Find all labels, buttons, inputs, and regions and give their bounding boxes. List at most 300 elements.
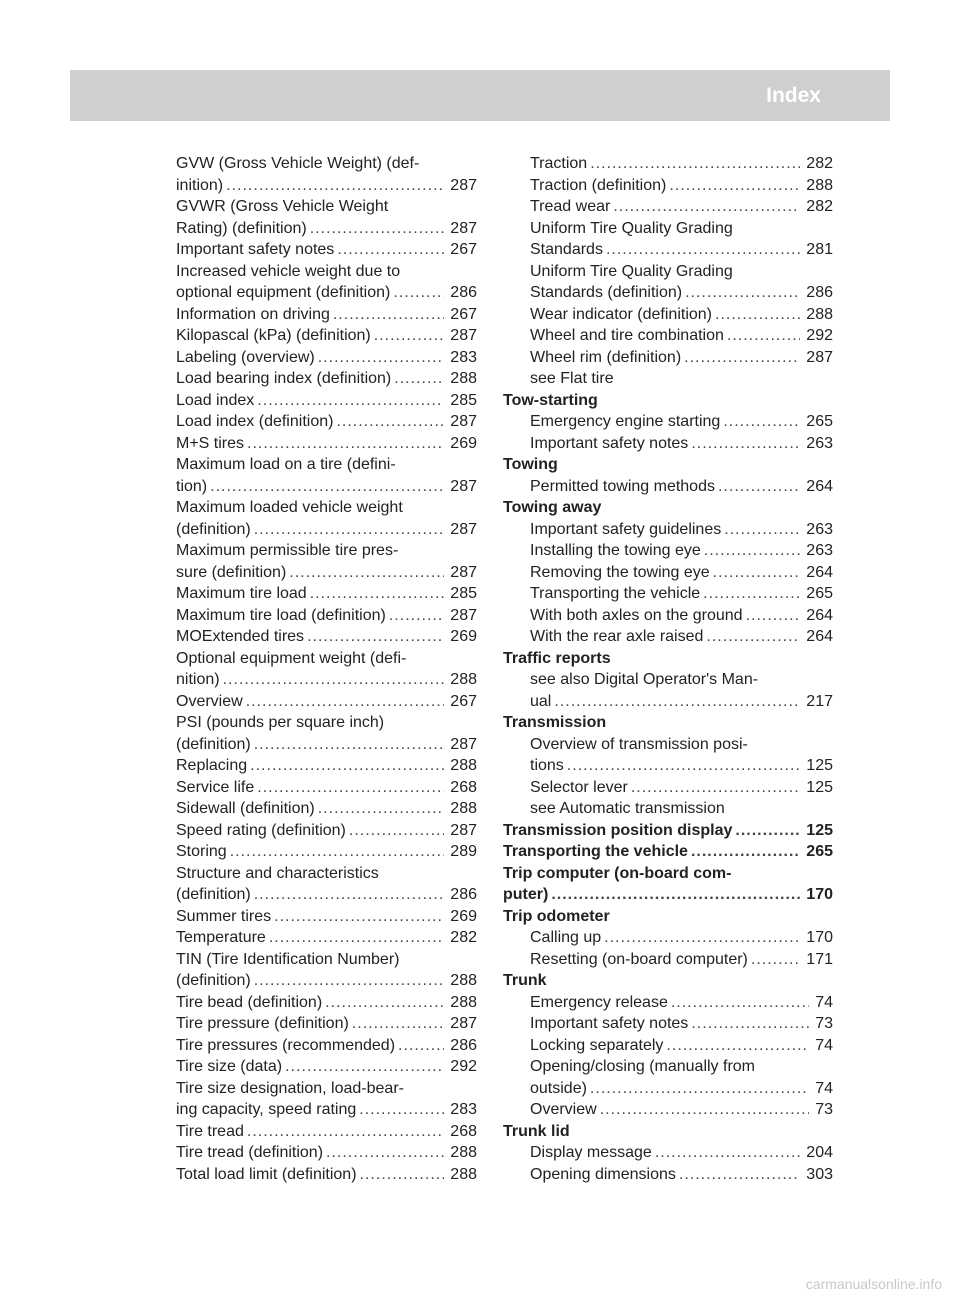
dot-leader [718,476,800,498]
index-entry [503,1035,833,1057]
index-entry-page: 288 [450,370,477,387]
index-entry-text: see Flat tire [530,370,614,387]
index-entry [176,368,477,390]
dot-leader [337,239,444,261]
index-entry-page: 287 [450,1015,477,1032]
index-entry-page: 286 [450,284,477,301]
index-entry [503,433,833,455]
index-entry [176,282,477,304]
index-entry [503,884,833,906]
dot-leader [567,755,801,777]
index-entry-text: Load bearing index (definition) [176,370,392,387]
index-entry [503,820,833,842]
index-entry-text: Transmission [503,714,607,731]
index-entry-page: 287 [450,176,477,194]
index-entry-page: 73 [815,1015,833,1032]
index-entry-page: 288 [450,972,477,989]
index-entry-text: see also Digital Operator's Man- [530,671,759,688]
index-entry-text: Display message [530,1144,652,1161]
index-entry-page: 265 [806,413,833,430]
index-entry-text: Temperature [176,929,266,946]
index-entry [176,691,477,713]
index-entry-page: 286 [450,1036,477,1054]
index-entry-text: Trip computer (on-board com- [503,864,732,882]
dot-leader [254,884,445,906]
index-entry-text: nition) [176,671,220,688]
index-entry-page: 269 [450,434,477,452]
index-entry [176,841,477,863]
index-entry-page: 282 [450,929,477,946]
dot-leader [691,841,800,863]
index-entry-text: Opening dimensions [530,1165,676,1183]
index-entry [503,992,833,1014]
index-entry-text: tion) [176,477,208,495]
index-entry-page: 217 [806,692,833,710]
dot-leader [691,433,800,455]
dot-leader [724,519,800,541]
index-entry-text: TIN (Tire Identification Number) [176,950,400,968]
index-entry-text: Tow-starting [503,391,598,409]
header-bar [70,70,940,121]
index-entry-text: Rating) (definition) [176,219,307,237]
index-column-left [176,153,477,1185]
index-entry-text: Overview [530,1101,597,1118]
index-entry [176,798,477,820]
index-entry [503,1013,833,1035]
index-entry [503,863,833,885]
index-entry [503,304,833,326]
index-entry-page: 264 [806,563,833,581]
dot-leader [706,626,800,648]
index-entry-page: 287 [450,477,477,495]
index-entry-text: Tire tread [176,1122,244,1140]
index-entry-text: Opening/closing (manually from [530,1058,755,1075]
index-entry-text: With the rear axle raised [530,628,704,645]
index-entry [503,777,833,799]
index-entry [176,583,477,605]
dot-leader [590,1078,809,1100]
index-entry [176,1035,477,1057]
index-entry-page: 285 [450,391,477,409]
index-entry-text: Emergency release [530,993,668,1011]
index-entry-text: MOExtended tires [176,628,305,645]
index-entry-text: sure (definition) [176,563,287,581]
dot-leader [684,347,800,369]
dot-leader [679,1164,800,1186]
dot-leader [285,1056,444,1078]
index-entry-text: Removing the towing eye [530,563,710,581]
index-entry [503,261,833,283]
index-entry [503,325,833,347]
index-entry-text: Maximum loaded vehicle weight [176,499,403,516]
index-entry-text: Speed rating (definition) [176,821,346,839]
index-entry-text: optional equipment (definition) [176,284,391,301]
index-entry [176,519,477,541]
index-entry-text: Replacing [176,757,248,774]
index-entry-page: 263 [806,542,833,559]
index-entry-text: see Automatic transmission [530,800,725,817]
index-entry-page: 264 [806,606,833,624]
dot-leader [704,540,801,562]
index-entry-page: 263 [806,520,833,538]
index-entry-text: PSI (pounds per square inch) [176,714,385,731]
index-entry-page: 283 [450,348,477,366]
index-entry [503,605,833,627]
index-entry-page: 287 [806,348,833,366]
index-entry [176,906,477,928]
index-entry-text: With both axles on the ground [530,606,743,624]
index-entry-text: Important safety notes [530,1015,689,1032]
index-entry [176,820,477,842]
index-entry [503,798,833,820]
index-entry-page: 287 [450,520,477,538]
dot-leader [250,755,444,777]
index-entry-text: Information on driving [176,305,330,323]
index-entry-text: Load index (definition) [176,413,334,430]
index-entry-text: tions [530,757,564,774]
index-entry-text: Installing the towing eye [530,542,701,559]
index-entry-page: 125 [806,757,833,774]
index-entry [503,734,833,756]
index-entry [503,562,833,584]
index-entry-text: Tire pressure (definition) [176,1015,349,1032]
index-entry-page: 268 [450,1122,477,1140]
index-entry [503,1142,833,1164]
index-entry [176,411,477,433]
index-entry [176,476,477,498]
index-entry [176,304,477,326]
index-entry [503,1056,833,1078]
index-entry [176,949,477,971]
index-entry-text: Summer tires [176,907,272,925]
index-entry-page: 285 [450,585,477,602]
index-entry [176,196,477,218]
index-entry-text: Maximum load on a tire (defini- [176,456,396,473]
dot-leader [393,282,444,304]
index-entry [176,1013,477,1035]
index-entry-text: GVW (Gross Vehicle Weight) (def- [176,155,420,172]
index-entry [176,1078,477,1100]
dot-leader [310,583,445,605]
dot-leader [254,734,445,756]
index-entry-page: 287 [450,413,477,430]
dot-leader [590,153,800,175]
index-entry [176,1056,477,1078]
dot-leader [274,906,444,928]
index-entry [176,992,477,1014]
index-entry-page: 170 [806,929,833,946]
index-entry [503,519,833,541]
dot-leader [374,325,445,347]
index-entry [503,712,833,734]
index-entry-page: 282 [806,155,833,172]
index-entry [176,605,477,627]
dot-leader [600,1099,810,1121]
index-entry [503,368,833,390]
index-entry [503,1121,833,1143]
dot-leader [223,669,445,691]
index-entry-page: 282 [806,198,833,215]
index-entry [176,540,477,562]
index-entry-text: GVWR (Gross Vehicle Weight [176,198,389,215]
index-entry-page: 288 [450,1165,477,1183]
index-entry-text: Emergency engine starting [530,413,721,430]
dot-leader [551,884,800,906]
dot-leader [318,347,445,369]
index-entry-page: 287 [450,327,477,344]
index-entry-text: Optional equipment weight (defi- [176,649,407,667]
dot-leader [226,175,444,197]
index-entry [176,153,477,175]
index-entry [503,175,833,197]
index-entry-text: Tire bead (definition) [176,993,323,1011]
index-entry-page: 286 [450,886,477,903]
index-entry-text: Permitted towing methods [530,477,715,495]
index-entry-text: Important safety guidelines [530,520,722,538]
index-entry-text: Tread wear [530,198,611,215]
index-entry [176,863,477,885]
index-entry-page: 287 [450,219,477,237]
dot-leader [727,325,800,347]
dot-leader [703,583,800,605]
dot-leader [685,282,800,304]
index-entry-page: 281 [806,241,833,258]
dot-leader [723,411,800,433]
index-entry-text: Sidewall (definition) [176,800,315,817]
watermark: carmanualsonline.info [805,1276,942,1292]
index-entry-page: 288 [450,993,477,1011]
index-entry-text: outside) [530,1079,587,1097]
dot-leader [606,239,800,261]
dot-leader [352,1013,444,1035]
index-entry-text: (definition) [176,972,251,989]
dot-leader [669,175,800,197]
index-entry-page: 265 [806,843,833,860]
index-entry [176,562,477,584]
page-number: 19 [921,86,940,105]
index-entry-text: Towing [503,456,558,473]
index-entry-page: 283 [450,1101,477,1118]
index-entry-text: (definition) [176,520,251,538]
index-entry-page: 74 [815,993,833,1011]
index-entry [176,454,477,476]
index-entry [176,669,477,691]
index-entry-page: 288 [450,800,477,817]
dot-leader [398,1035,444,1057]
index-entry-text: Tire size designation, load-bear- [176,1079,404,1097]
dot-leader [554,691,800,713]
dot-leader [751,949,800,971]
dot-leader [257,777,444,799]
index-entry-text: Total load limit (definition) [176,1165,357,1183]
index-entry-text: Maximum tire load (definition) [176,606,386,624]
index-entry-page: 268 [450,778,477,796]
index-entry-text: Wheel and tire combination [530,327,724,344]
dot-leader [715,304,800,326]
index-entry [176,884,477,906]
dot-leader [254,970,445,992]
dot-leader [631,777,800,799]
index-entry [176,927,477,949]
index-entry-text: Trunk [503,972,547,989]
dot-leader [666,1035,809,1057]
dot-leader [310,218,445,240]
index-entry [503,1078,833,1100]
index-entry-text: ual [530,692,552,710]
dot-leader [691,1013,809,1035]
index-entry [503,153,833,175]
index-entry-page: 267 [450,241,477,258]
dot-leader [246,691,445,713]
index-entry-text: Increased vehicle weight due to [176,262,401,280]
index-entry-text: Overview of transmission posi- [530,735,748,753]
index-entry-text: Wear indicator (definition) [530,305,713,323]
index-entry [503,906,833,928]
index-entry-text: Important safety notes [176,241,335,258]
index-entry-text: Resetting (on-board computer) [530,950,748,968]
dot-leader [307,626,444,648]
index-entry-text: Transmission position display [503,821,733,839]
index-entry [503,218,833,240]
index-entry [503,540,833,562]
index-entry-page: 171 [806,950,833,968]
dot-leader [336,411,444,433]
header-divider [901,70,905,121]
index-entry-page: 74 [815,1036,833,1054]
index-entry-text: Uniform Tire Quality Grading [530,262,733,280]
dot-leader [746,605,801,627]
index-entry-page: 74 [815,1079,833,1097]
index-entry-page: 288 [806,305,833,323]
index-entry-page: 287 [450,563,477,581]
index-entry [503,1099,833,1121]
index-entry-page: 288 [806,176,833,194]
index-entry-page: 170 [806,886,833,903]
index-entry [503,282,833,304]
index-entry [503,648,833,670]
index-entry-text: inition) [176,176,224,194]
index-entry-text: Traction (definition) [530,176,667,194]
section-title: Index [766,84,821,107]
index-entry-text: Tire size (data) [176,1058,283,1075]
index-entry-page: 287 [450,735,477,753]
index-entry-text: Traffic reports [503,649,611,667]
index-entry [176,777,477,799]
index-entry-text: (definition) [176,886,251,903]
index-entry-page: 303 [806,1165,833,1183]
dot-leader [349,820,444,842]
index-entry-page: 204 [806,1144,833,1161]
dot-leader [247,433,444,455]
index-entry-text: Maximum permissible tire pres- [176,542,399,559]
dot-leader [325,992,444,1014]
index-entry-page: 289 [450,843,477,860]
index-entry-text: Locking separately [530,1036,664,1054]
index-entry [503,347,833,369]
dot-leader [326,1142,444,1164]
index-entry [503,411,833,433]
index-entry-page: 267 [450,692,477,710]
index-entry [503,691,833,713]
index-entry-page: 286 [806,284,833,301]
index-entry [503,476,833,498]
index-entry [176,1121,477,1143]
index-entry-text: ing capacity, speed rating [176,1101,357,1118]
dot-leader [210,476,444,498]
index-entry [176,734,477,756]
index-entry-text: Important safety notes [530,434,689,452]
index-entry [176,1099,477,1121]
index-entry-text: puter) [503,886,549,903]
index-entry [503,239,833,261]
index-entry-text: Overview [176,692,243,710]
index-entry-page: 287 [450,821,477,839]
index-column-right [503,153,833,1185]
index-entry-text: Kilopascal (kPa) (definition) [176,327,371,344]
index-entry [503,1164,833,1186]
index-entry-page: 287 [450,606,477,624]
index-entry-page: 264 [806,628,833,645]
dot-leader [713,562,801,584]
dot-leader [318,798,445,820]
dot-leader [604,927,800,949]
index-entry-text: Labeling (overview) [176,348,315,366]
dot-leader [257,390,444,412]
index-entry [176,626,477,648]
index-entry [176,648,477,670]
index-entry [176,433,477,455]
dot-leader [671,992,809,1014]
index-entry [176,497,477,519]
index-entry-text: Trip odometer [503,907,610,925]
dot-leader [254,519,445,541]
index-entry-page: 269 [450,907,477,925]
index-entry-page: 125 [806,778,833,796]
dot-leader [394,368,444,390]
index-entry-text: Wheel rim (definition) [530,348,682,366]
index-entry [176,347,477,369]
dot-leader [613,196,800,218]
dot-leader [289,562,444,584]
index-entry [503,196,833,218]
index-entry-text: Load index [176,391,255,409]
index-entry-text: Tire tread (definition) [176,1144,324,1161]
index-entry [176,970,477,992]
index-entry [176,1142,477,1164]
index-entry [503,497,833,519]
index-entry-text: Maximum tire load [176,585,307,602]
index-entry-text: Towing away [503,499,602,516]
index-entry [176,755,477,777]
dot-leader [247,1121,444,1143]
index-entry [176,261,477,283]
index-entry [503,841,833,863]
index-entry-text: Storing [176,843,227,860]
index-entry [503,626,833,648]
index-entry-text: Service life [176,778,255,796]
index-entry [176,390,477,412]
index-entry-page: 73 [815,1101,833,1118]
index-entry [503,755,833,777]
index-entry [176,218,477,240]
index-entry [176,325,477,347]
index-entry-text: Tire pressures (recommended) [176,1036,396,1054]
index-entry-page: 269 [450,628,477,645]
dot-leader [269,927,444,949]
index-entry [176,175,477,197]
index-entry-text: (definition) [176,735,251,753]
index-entry [503,669,833,691]
